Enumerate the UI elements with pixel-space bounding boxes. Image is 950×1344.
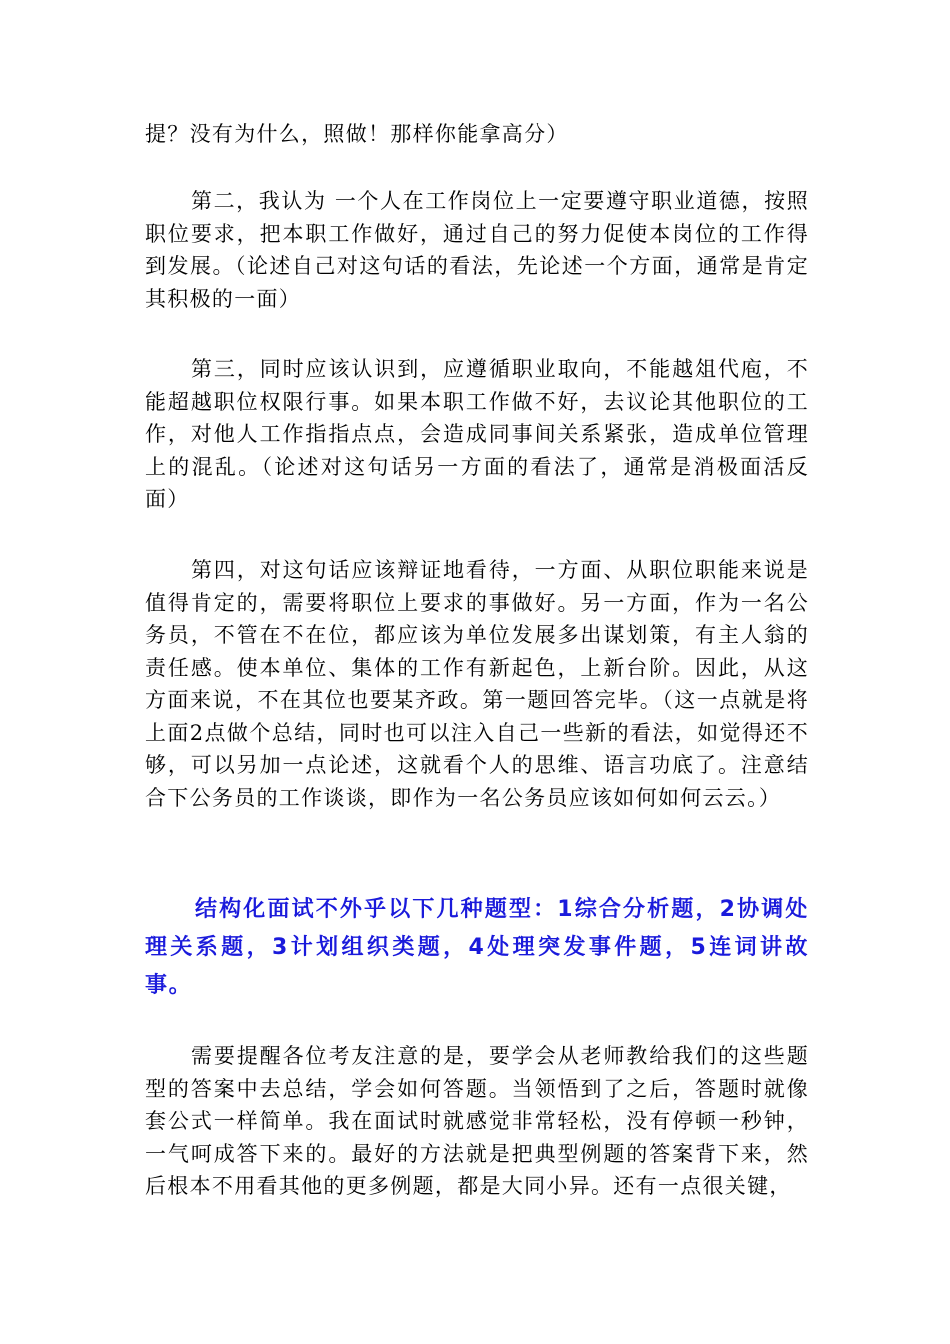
paragraph-point-two: 第二，我认为 一个人在工作岗位上一定要遵守职业道德，按照职位要求，把本职工作做好，通过自己的努力促使本岗位的工作得到发展。（论述自己对这句话的看法，先论述一个方面，通常是肯定其积极的一面） [145, 189, 809, 311]
paragraph-point-four: 第四，对这句话应该辩证地看待，一方面、从职位职能来说是值得肯定的，需要将职位上要求的事做好。另一方面，作为一名公务员，不管在不在位，都应该为单位发展多出谋划策，有主人翁的责任感。使本单位、集体的工作有新起色，上新台阶。因此，从这方面来说，不在其位也要某齐政。第一题回答完毕。（这一点就是将上面2点做个总结，同时也可以注入自己一些新的看法，如觉得还不够，可以另加一点论述，这就看个人的思维、语言功底了。注意结合下公务员的工作谈谈，即作为一名公务员应该如何如何云云。） [145, 558, 809, 810]
paragraph-point-three: 第三，同时应该认识到，应遵循职业取向，不能越俎代庖，不能超越职位权限行事。如果本职工作做不好，去议论其他职位的工作，对他人工作指指点点，会造成同事间关系紧张，造成单位管理上的混乱。（论述对这句话另一方面的看法了，通常是消极面活反面） [145, 357, 809, 511]
paragraph-advice: 需要提醒各位考友注意的是，要学会从老师教给我们的这些题型的答案中去总结，学会如何答题。当领悟到了之后，答题时就像套公式一样简单。我在面试时就感觉非常轻松，没有停顿一秒钟，一气呵成答下来的。最好的方法就是把典型例题的答案背下来，然后根本不用看其他的更多例题，都是大同小异。还有一点很关键， [145, 1044, 809, 1198]
section-heading: 结构化面试不外乎以下几种题型：1综合分析题，2协调处理关系题，3计划组织类题，4处理突发事件题，5连词讲故事。 [145, 897, 809, 998]
paragraph-continuation: 提？没有为什么，照做！那样你能拿高分） [145, 122, 569, 146]
